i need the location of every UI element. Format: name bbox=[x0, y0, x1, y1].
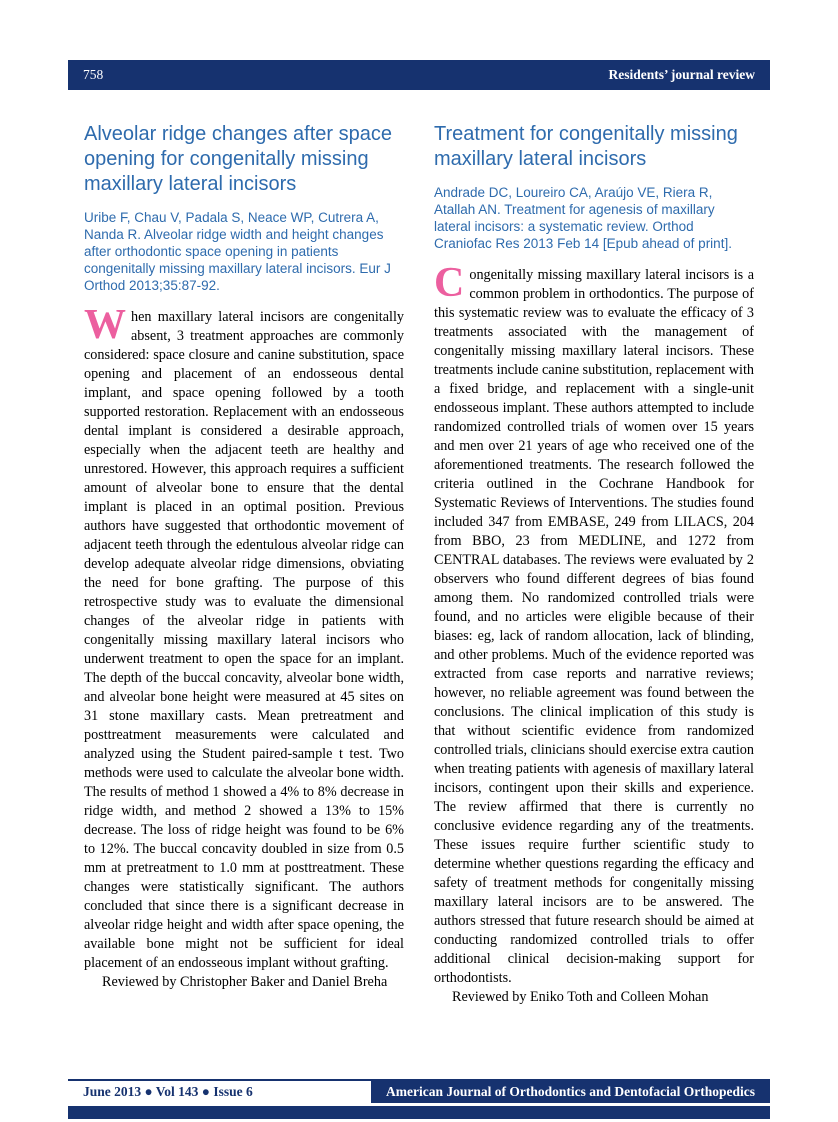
article-right bbox=[434, 122, 754, 1007]
section-title: Residents’ journal review bbox=[608, 67, 755, 82]
article-right-title: Treatment for congenitally missing maxillary lateral incisors bbox=[434, 123, 738, 170]
article-right-citation: Andrade DC, Loureiro CA, Araújo VE, Riera R, Atallah AN. Treatment for agenesis of maxillary lateral incisors: a systematic review. Orthod Craniofac Res 2013 Feb 14 [Epub ahead of print]. bbox=[434, 185, 732, 251]
page-footer bbox=[68, 1079, 770, 1119]
page-number: 758 bbox=[83, 67, 104, 82]
drop-cap-w: W bbox=[84, 302, 126, 348]
page-header-bar bbox=[68, 60, 770, 90]
footer-journal-name: American Journal of Orthodontics and Dentofacial Orthopedics bbox=[371, 1081, 770, 1103]
article-right-body bbox=[434, 260, 754, 988]
footer-strip bbox=[68, 1106, 770, 1119]
article-right-reviewers: Reviewed by Eniko Toth and Colleen Mohan bbox=[452, 989, 709, 1005]
article-columns bbox=[84, 122, 754, 1007]
article-left bbox=[84, 122, 404, 1007]
footer-row bbox=[68, 1079, 770, 1103]
article-left-body-text: hen maxillary lateral incisors are congenitally absent, 3 treatment approaches are commonly considered: space closure and canine substitution, space opening and placement of an endosseous dental implant, and space opening followed by a tooth supported restoration. Replacement with an endosseous dental implant is considered a desirable approach, especially when the adjacent teeth are healthy and unrestored. However, this approach requires a sufficient amount of alveolar bone to ensure that the dental implant is placed in an optimal position. Previous authors have suggested that orthodontic movement of adjacent teeth through the edentulous alveolar ridge can develop adequate alveolar ridge dimensions, obviating the need for bone grafting. The purpose of this retrospective study was to evaluate the dimensional changes of the alveolar ridge in patients with congenitally missing maxillary lateral incisors who underwent treatment to open the space for an implant. The depth of the buccal concavity, alveolar bone width, and alveolar bone height were measured at 45 sites on 31 stone maxillary casts. Mean pretreatment and posttreatment measurements were calculated and analyzed using the Student paired-sample t test. Two methods were used to calculate the alveolar bone width. The results of method 1 showed a 4% to 8% decrease in ridge width, and method 2 showed a 13% to 15% decrease. The loss of ridge height was found to be 6% to 12%. The buccal concavity doubled in size from 0.5 mm at pretreatment to 1.0 mm at posttreatment. These changes were statistically significant. The authors concluded that since there is a significant decrease in alveolar ridge height and width after space opening, the available bone might not be sufficient for ideal placement of an endosseous implant without grafting. bbox=[84, 309, 404, 971]
article-left-title: Alveolar ridge changes after space opening for congenitally missing maxillary lateral incisors bbox=[84, 123, 392, 195]
article-left-body bbox=[84, 302, 404, 973]
article-right-body-text: ongenitally missing maxillary lateral incisors is a common problem in orthodontics. The purpose of this systematic review was to evaluate the efficacy of 3 treatments associated with the management of congenitally missing maxillary lateral incisors. These treatments include canine substitution, replacement with a fixed bridge, and replacement with a single-unit endosseous implant. These authors attempted to include randomized controlled trials of women over 15 years and men over 21 years of age who received one of the aforementioned treatments. The research followed the criteria outlined in the Cochrane Handbook for Systematic Reviews of Interventions. The studies found included 347 from EMBASE, 249 from LILACS, 204 from BBO, 23 from MEDLINE, and 1272 from CENTRAL databases. The reviews were evaluated by 2 observers who found different degrees of bias found among them. No randomized controlled trials were found, and no articles were eligible because of their biases: eg, lack of random allocation, lack of blinding, and other problems. Much of the evidence reported was extracted from case reports and narrative reviews; however, no reliable agreement was found between the conclusions. The clinical implication of this study is that without scientific evidence from randomized controlled trials, clinicians should exercise extra caution when treating patients with agenesis of maxillary lateral incisors, contingent upon their skills and experience. The review affirmed that there is currently no conclusive evidence regarding any of the treatments. These issues require further scientific study to determine whether questions regarding the efficacy and safety of treatment methods for congenitally missing maxillary lateral incisors are to be answered. The authors stressed that future research should be aimed at conducting randomized controlled trials to offer additional clinical decision-making support for orthodontists. bbox=[434, 267, 754, 986]
article-left-citation: Uribe F, Chau V, Padala S, Neace WP, Cutrera A, Nanda R. Alveolar ridge width and height changes after orthodontic space opening in patients congenitally missing maxillary lateral incisors. Eur J Orthod 2013;35:87-92. bbox=[84, 210, 391, 293]
footer-issue-info: June 2013 ● Vol 143 ● Issue 6 bbox=[68, 1081, 371, 1103]
drop-cap-c: C bbox=[434, 260, 465, 306]
article-left-reviewers: Reviewed by Christopher Baker and Daniel Breha bbox=[102, 974, 388, 990]
